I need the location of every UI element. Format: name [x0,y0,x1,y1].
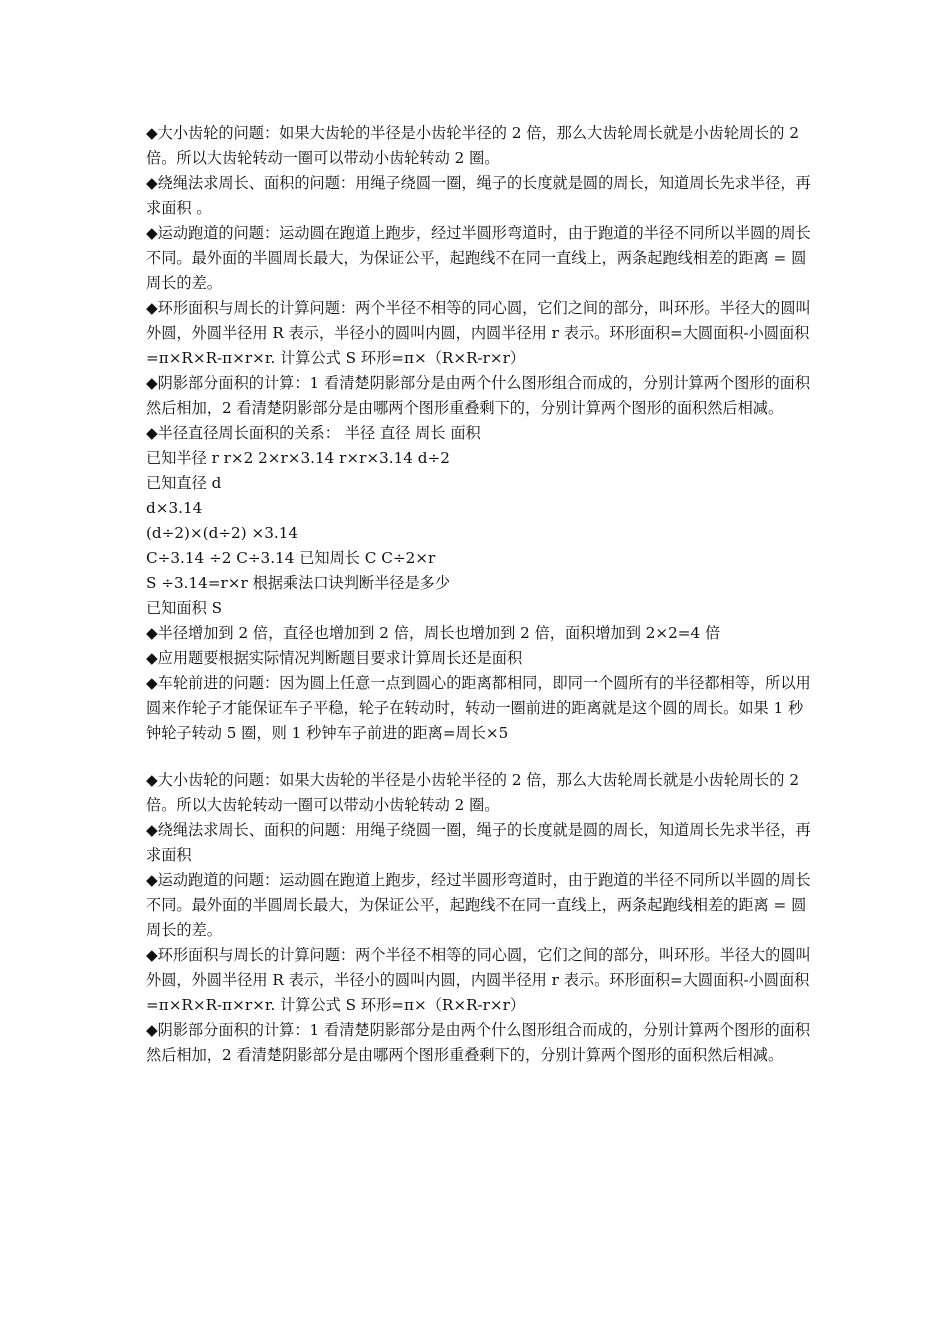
paragraph: ◆绕绳法求周长、面积的问题：用绳子绕圆一圈，绳子的长度就是圆的周长，知道周长先求半径，再求面积 。 [146,174,811,217]
text-block-2 [146,768,818,1068]
paragraph: ◆车轮前进的问题：因为圆上任意一点到圆心的距离都相同，即同一个圆所有的半径都相等，所以用圆来作轮子才能保证车子平稳，轮子在转动时，转动一圈前进的距离就是这个圆的周长。如果 1 秒钟轮子转动 5 圈，则 1 秒钟车子前进的距离=周长×5 [146,674,811,742]
paragraph: d×3.14 [146,499,203,517]
paragraph-gap [146,746,818,768]
text-block-1 [146,121,818,746]
paragraph: S ÷3.14=r×r 根据乘法口诀判断半径是多少 [146,574,451,592]
paragraph: ◆应用题要根据实际情况判断题目要求计算周长还是面积 [146,649,523,667]
paragraph: ◆环形面积与周长的计算问题：两个半径不相等的同心圆，它们之间的部分，叫环形。半径大的圆叫外圆，外圆半径用 R 表示，半径小的圆叫内圆，内圆半径用 r 表示。环形面积=大圆面积-小圆面积=π×R×R-π×r×r. 计算公式 S 环形=π×（R×R-r×r） [146,299,811,367]
paragraph: ◆运动跑道的问题：运动圆在跑道上跑步，经过半圆形弯道时，由于跑道的半径不同所以半圆的周长不同。最外面的半圆周长最大，为保证公平，起跑线不在同一直线上，两条起跑线相差的距离 = 圆周长的差。 [146,871,811,939]
paragraph: ◆大小齿轮的问题：如果大齿轮的半径是小齿轮半径的 2 倍，那么大齿轮周长就是小齿轮周长的 2 倍。所以大齿轮转动一圈可以带动小齿轮转动 2 圈。 [146,124,799,167]
paragraph: 已知半径 r r×2 2×r×3.14 r×r×3.14 d÷2 [146,449,450,467]
paragraph: 已知面积 S [146,599,222,617]
paragraph: ◆运动跑道的问题：运动圆在跑道上跑步，经过半圆形弯道时，由于跑道的半径不同所以半圆的周长不同。最外面的半圆周长最大，为保证公平，起跑线不在同一直线上，两条起跑线相差的距离 = 圆周长的差。 [146,224,811,292]
paragraph: ◆半径增加到 2 倍，直径也增加到 2 倍，周长也增加到 2 倍，面积增加到 2×2=4 倍 [146,624,721,642]
paragraph: (d÷2)×(d÷2) ×3.14 [146,524,299,542]
paragraph: ◆绕绳法求周长、面积的问题：用绳子绕圆一圈，绳子的长度就是圆的周长，知道周长先求半径，再求面积 [146,821,811,864]
paragraph: C÷3.14 ÷2 C÷3.14 已知周长 C C÷2×r [146,549,436,567]
paragraph: 已知直径 d [146,474,222,492]
document-page [146,121,818,1068]
paragraph: ◆大小齿轮的问题：如果大齿轮的半径是小齿轮半径的 2 倍，那么大齿轮周长就是小齿轮周长的 2 倍。所以大齿轮转动一圈可以带动小齿轮转动 2 圈。 [146,771,799,814]
paragraph: ◆半径直径周长面积的关系： 半径 直径 周长 面积 [146,424,481,442]
paragraph: ◆阴影部分面积的计算：1 看清楚阴影部分是由两个什么图形组合而成的，分别计算两个图形的面积然后相加，2 看清楚阴影部分是由哪两个图形重叠剩下的，分别计算两个图形的面积然后相减。 [146,1021,811,1064]
paragraph: ◆阴影部分面积的计算：1 看清楚阴影部分是由两个什么图形组合而成的，分别计算两个图形的面积然后相加，2 看清楚阴影部分是由哪两个图形重叠剩下的，分别计算两个图形的面积然后相减。 [146,374,811,417]
paragraph: ◆环形面积与周长的计算问题：两个半径不相等的同心圆，它们之间的部分，叫环形。半径大的圆叫外圆，外圆半径用 R 表示，半径小的圆叫内圆，内圆半径用 r 表示。环形面积=大圆面积-小圆面积=π×R×R-π×r×r. 计算公式 S 环形=π×（R×R-r×r） [146,946,811,1014]
